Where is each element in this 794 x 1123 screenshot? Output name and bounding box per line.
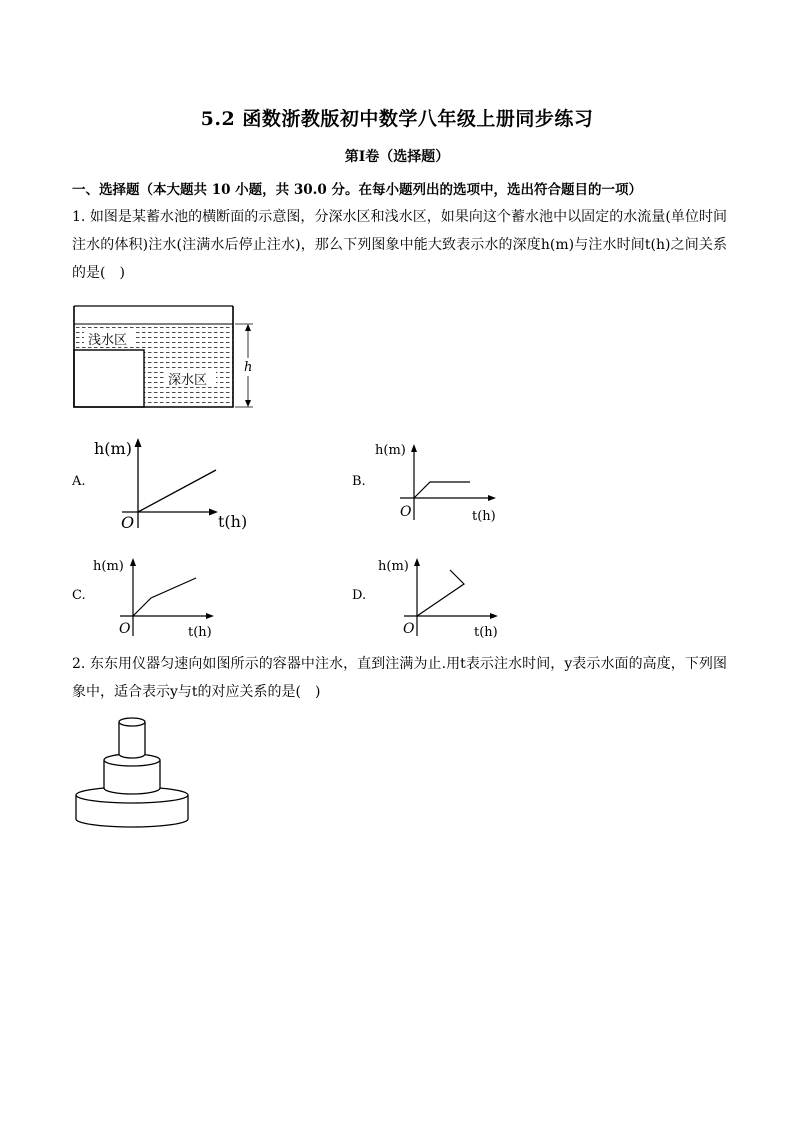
origin-label: O — [121, 513, 135, 532]
x-axis-arrow — [488, 495, 496, 501]
document-title: 5.2 函数浙教版初中数学八年级上册同步练习 — [200, 108, 594, 130]
graph-line — [138, 470, 216, 512]
y-label: h(m) — [93, 559, 124, 574]
graph-line — [414, 482, 470, 498]
y-label: h(m) — [375, 443, 406, 458]
option-c-letter[interactable]: C. — [72, 588, 86, 603]
x-label: t(h) — [188, 625, 212, 640]
origin-label: O — [119, 621, 131, 637]
top-cylinder-top — [119, 718, 145, 726]
x-label: t(h) — [474, 625, 498, 640]
shallow-label: 浅水区 — [88, 333, 128, 348]
option-a-graph[interactable] — [90, 432, 260, 534]
height-label: h — [244, 360, 253, 375]
dimension-arrow-down — [245, 400, 251, 407]
y-label: h(m) — [94, 439, 132, 458]
volume-heading: 第I卷（选择题） — [344, 149, 450, 165]
graph-line — [133, 578, 196, 616]
option-b-graph[interactable] — [372, 436, 512, 526]
graph-line — [417, 570, 464, 616]
y-axis-arrow — [130, 558, 136, 566]
origin-label: O — [403, 621, 415, 637]
shallow-bottom-block — [74, 350, 144, 407]
section-heading: 一、选择题（本大题共 10 小题，共 30.0 分。在每小题列出的选项中，选出符合题目的一项） — [72, 182, 642, 198]
option-b-letter[interactable]: B. — [352, 474, 366, 489]
x-axis-arrow — [206, 613, 214, 619]
stacked-container-figure — [70, 712, 195, 830]
x-label: t(h) — [218, 512, 248, 531]
x-axis-arrow — [209, 509, 218, 516]
top-cylinder — [119, 722, 145, 758]
y-axis-arrow — [411, 444, 417, 452]
option-a-letter[interactable]: A. — [72, 474, 86, 489]
dimension-arrow-up — [245, 324, 251, 331]
x-axis-arrow — [490, 613, 498, 619]
y-axis-arrow — [414, 558, 420, 566]
y-label: h(m) — [378, 559, 409, 574]
option-d-letter[interactable]: D. — [352, 588, 367, 603]
x-label: t(h) — [472, 509, 496, 524]
deep-label: 深水区 — [168, 373, 208, 388]
question-1-text: 1. 如图是某蓄水池的横断面的示意图，分深水区和浅水区，如果向这个蓄水池中以固定的水流量(单位时间注水的体积)注水(注满水后停止注水)，那么下列图象中能大致表示水的深度h(m)与注水时间t(h)之间关系的是( ) — [72, 209, 727, 281]
y-axis-arrow — [135, 438, 142, 447]
option-d-graph[interactable] — [374, 550, 514, 642]
reservoir-figure — [70, 300, 260, 415]
question-2-text: 2. 东东用仪器匀速向如图所示的容器中注水，直到注满为止.用t表示注水时间，y表示水面的高度，下列图象中，适合表示y与t的对应关系的是( ) — [72, 656, 727, 700]
option-c-graph[interactable] — [90, 550, 230, 642]
origin-label: O — [400, 504, 412, 520]
